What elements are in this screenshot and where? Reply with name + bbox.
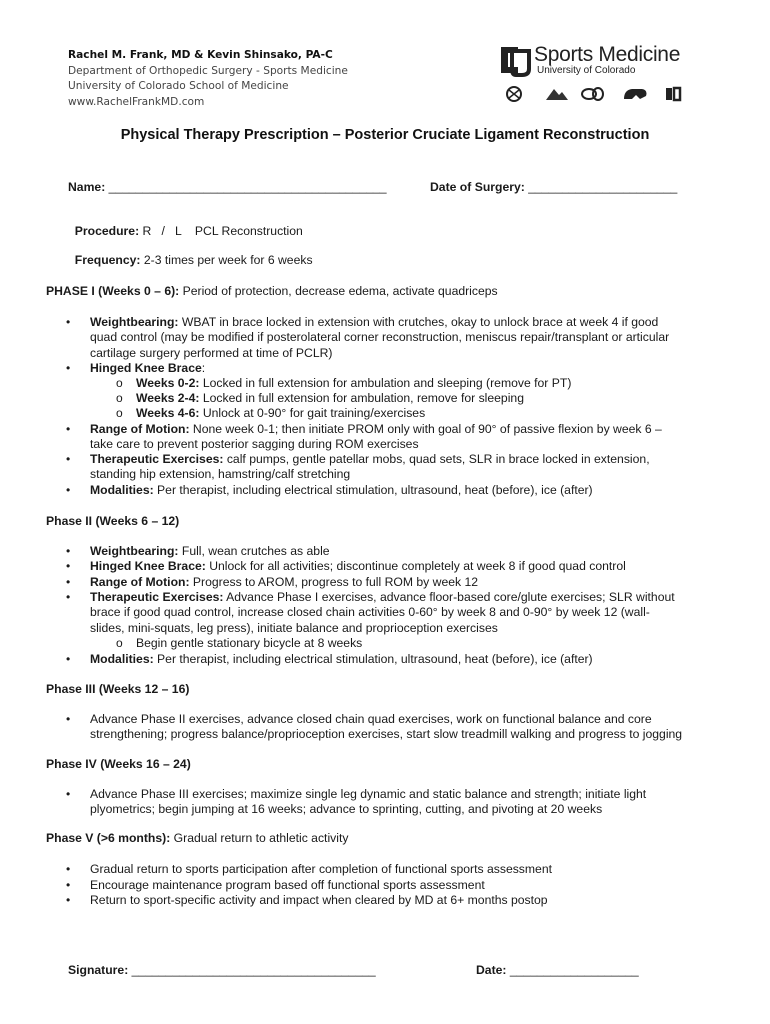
phase4-heading: Phase IV (Weeks 16 – 24) <box>46 757 191 771</box>
text: Advance Phase III exercises; maximize single leg dynamic and static balance and strength; initiate light <box>90 787 647 801</box>
text: : <box>201 361 206 375</box>
phase2-bicycle: Begin gentle stationary bicycle at 8 weeks <box>136 636 363 650</box>
sub-bullet-icon: o <box>116 391 123 405</box>
label: Therapeutic Exercises: <box>90 452 224 466</box>
rings-icon <box>582 88 603 100</box>
header-website: www.RachelFrankMD.com <box>68 96 205 108</box>
phase1-brace-weeks-0-2 <box>136 376 571 390</box>
signature-label: Signature: <box>68 963 129 977</box>
bullet-icon: • <box>66 361 71 375</box>
phase1-brace-weeks-4-6 <box>136 406 425 420</box>
text: Unlock for all activities; discontinue completely at week 8 if good quad control <box>205 559 626 573</box>
phase1-desc: Period of protection, decrease edema, activate quadriceps <box>179 284 498 298</box>
label: Weightbearing: <box>90 544 179 558</box>
phase1-rom <box>90 422 662 453</box>
phase2-weightbearing <box>90 544 330 559</box>
text: Per therapist, including electrical stimulation, ultrasound, heat (before), ice (after) <box>153 652 593 666</box>
phase5-desc: Gradual return to athletic activity <box>170 831 349 845</box>
bullet-icon: • <box>66 544 71 558</box>
text: brace if good quad control, increase closed chain activities 0-60° by week 8 and 0-90° by week 12 (wall- <box>90 605 650 620</box>
header-department: Department of Orthopedic Surgery - Sports Medicine <box>68 65 348 77</box>
frequency-label: Frequency: <box>74 253 141 267</box>
sub-bullet-icon: o <box>116 636 123 650</box>
phase3-item <box>90 712 682 743</box>
label: Range of Motion: <box>90 422 190 436</box>
phase2-rom <box>90 575 478 590</box>
label: Hinged Knee Brace: <box>90 559 206 573</box>
phase1-brace <box>90 361 205 376</box>
date-line: ___________________ <box>509 963 639 977</box>
phase1-brace-weeks-2-4 <box>136 391 524 405</box>
text: Progress to AROM, progress to full ROM by week 12 <box>189 575 479 589</box>
bullet-icon: • <box>66 878 71 892</box>
text: Locked in full extension for ambulation and sleeping (remove for PT) <box>199 376 572 390</box>
phase1-heading <box>46 284 498 298</box>
sub-bullet-icon: o <box>116 376 123 390</box>
text: Unlock at 0-90° for gait training/exercises <box>199 406 426 420</box>
label: Modalities: <box>90 483 154 497</box>
logo-title: Sports Medicine <box>534 43 681 66</box>
name-line: _________________________________________ <box>108 180 387 194</box>
bullet-icon: • <box>66 893 71 907</box>
phase5-item: Return to sport-specific activity and impact when cleared by MD at 6+ months postop <box>90 893 548 907</box>
bullet-icon: • <box>66 422 71 436</box>
label: Weeks 4-6: <box>136 406 200 420</box>
name-field[interactable] <box>68 180 387 194</box>
cu-sports-medicine-logo <box>496 40 696 106</box>
logo-subtitle: University of Colorado <box>537 65 636 76</box>
label: Therapeutic Exercises: <box>90 590 224 604</box>
frequency-value: 2-3 times per week for 6 weeks <box>140 253 313 267</box>
phase1-title: PHASE I (Weeks 0 – 6): <box>46 284 180 298</box>
bullet-icon: • <box>66 315 71 329</box>
label: Weeks 2-4: <box>136 391 200 405</box>
cu-logo-icon <box>498 43 532 77</box>
buffalo-icon <box>624 89 647 99</box>
text: Advance Phase II exercises, advance closed chain quad exercises, work on functional balance and core <box>90 712 652 726</box>
phase5-item: Encourage maintenance program based off functional sports assessment <box>90 878 485 892</box>
procedure-line <box>68 210 303 238</box>
bullet-icon: • <box>66 559 71 573</box>
mascot-ball-icon <box>507 87 521 101</box>
text: None week 0-1; then initiate PROM only with goal of 90° of passive flexion by week 6 – <box>189 422 662 436</box>
phase2-brace <box>90 559 626 574</box>
label: Weightbearing: <box>90 315 179 329</box>
text: Advance Phase I exercises, advance floor-based core/glute exercises; SLR without <box>223 590 675 604</box>
du-icon <box>666 88 680 100</box>
sub-bullet-icon: o <box>116 406 123 420</box>
text: plyometrics; begin jumping at 16 weeks; advance to sprinting, cutting, and pivoting at 20 weeks <box>90 802 603 817</box>
date-field[interactable] <box>476 963 639 977</box>
phase1-therapeutic <box>90 452 650 483</box>
header-authors: Rachel M. Frank, MD & Kevin Shinsako, PA-C <box>68 49 333 61</box>
text: Per therapist, including electrical stimulation, ultrasound, heat (before), ice (after) <box>153 483 593 497</box>
affiliate-logos <box>506 84 686 109</box>
phase2-modalities <box>90 652 593 667</box>
text: Locked in full extension for ambulation, remove for sleeping <box>199 391 524 405</box>
phase4-item <box>90 787 646 818</box>
bullet-icon: • <box>66 652 71 666</box>
label: Weeks 0-2: <box>136 376 200 390</box>
name-label: Name: <box>68 180 106 194</box>
date-label: Date: <box>476 963 507 977</box>
phase5-item: Gradual return to sports participation after completion of functional sports assessment <box>90 862 553 876</box>
phase5-heading <box>46 831 348 845</box>
phase2-heading: Phase II (Weeks 6 – 12) <box>46 514 180 528</box>
bullet-icon: • <box>66 862 71 876</box>
phase2-therapeutic <box>90 590 675 636</box>
header-school: University of Colorado School of Medicine <box>68 80 289 92</box>
mountain-icon <box>546 89 568 100</box>
date-of-surgery-line: ______________________ <box>528 180 678 194</box>
signature-line: ____________________________________ <box>131 963 376 977</box>
text: calf pumps, gentle patellar mobs, quad sets, SLR in brace locked in extension, <box>223 452 650 466</box>
date-of-surgery-label: Date of Surgery: <box>430 180 525 194</box>
date-of-surgery-field[interactable] <box>430 180 677 194</box>
text: take care to prevent posterior sagging during ROM exercises <box>90 437 419 452</box>
frequency-line <box>68 239 313 267</box>
bullet-icon: • <box>66 712 71 726</box>
bullet-icon: • <box>66 590 71 604</box>
label: Modalities: <box>90 652 154 666</box>
bullet-icon: • <box>66 575 71 589</box>
bullet-icon: • <box>66 452 71 466</box>
text: quad control (may be modified if posterolateral corner reconstruction, meniscus repair/transplant or articular <box>90 330 670 345</box>
phase1-weightbearing <box>90 315 669 361</box>
text: standing hip extension, hamstring/calf stretching <box>90 467 351 482</box>
document-title: Physical Therapy Prescription – Posterior Cruciate Ligament Reconstruction <box>120 127 650 143</box>
bullet-icon: • <box>66 483 71 497</box>
bullet-icon: • <box>66 787 71 801</box>
label: Range of Motion: <box>90 575 190 589</box>
phase3-heading: Phase III (Weeks 12 – 16) <box>46 682 190 696</box>
phase5-title: Phase V (>6 months): <box>46 831 171 845</box>
procedure-label: Procedure: <box>74 224 140 238</box>
phase1-modalities <box>90 483 593 498</box>
procedure-value: R / L PCL Reconstruction <box>139 224 303 238</box>
text: cartilage surgery performed at time of PCLR) <box>90 345 333 360</box>
text: slides, mini-squats, leg press), initiate balance and proprioception exercises <box>90 620 498 635</box>
text: WBAT in brace locked in extension with crutches, okay to unlock brace at week 4 if good <box>178 315 659 329</box>
text: strengthening; progress balance/proprioception exercises, start slow treadmill walking and progress to jogging <box>90 727 683 742</box>
text: Full, wean crutches as able <box>178 544 330 558</box>
signature-field[interactable] <box>68 963 376 977</box>
label: Hinged Knee Brace <box>90 361 202 375</box>
